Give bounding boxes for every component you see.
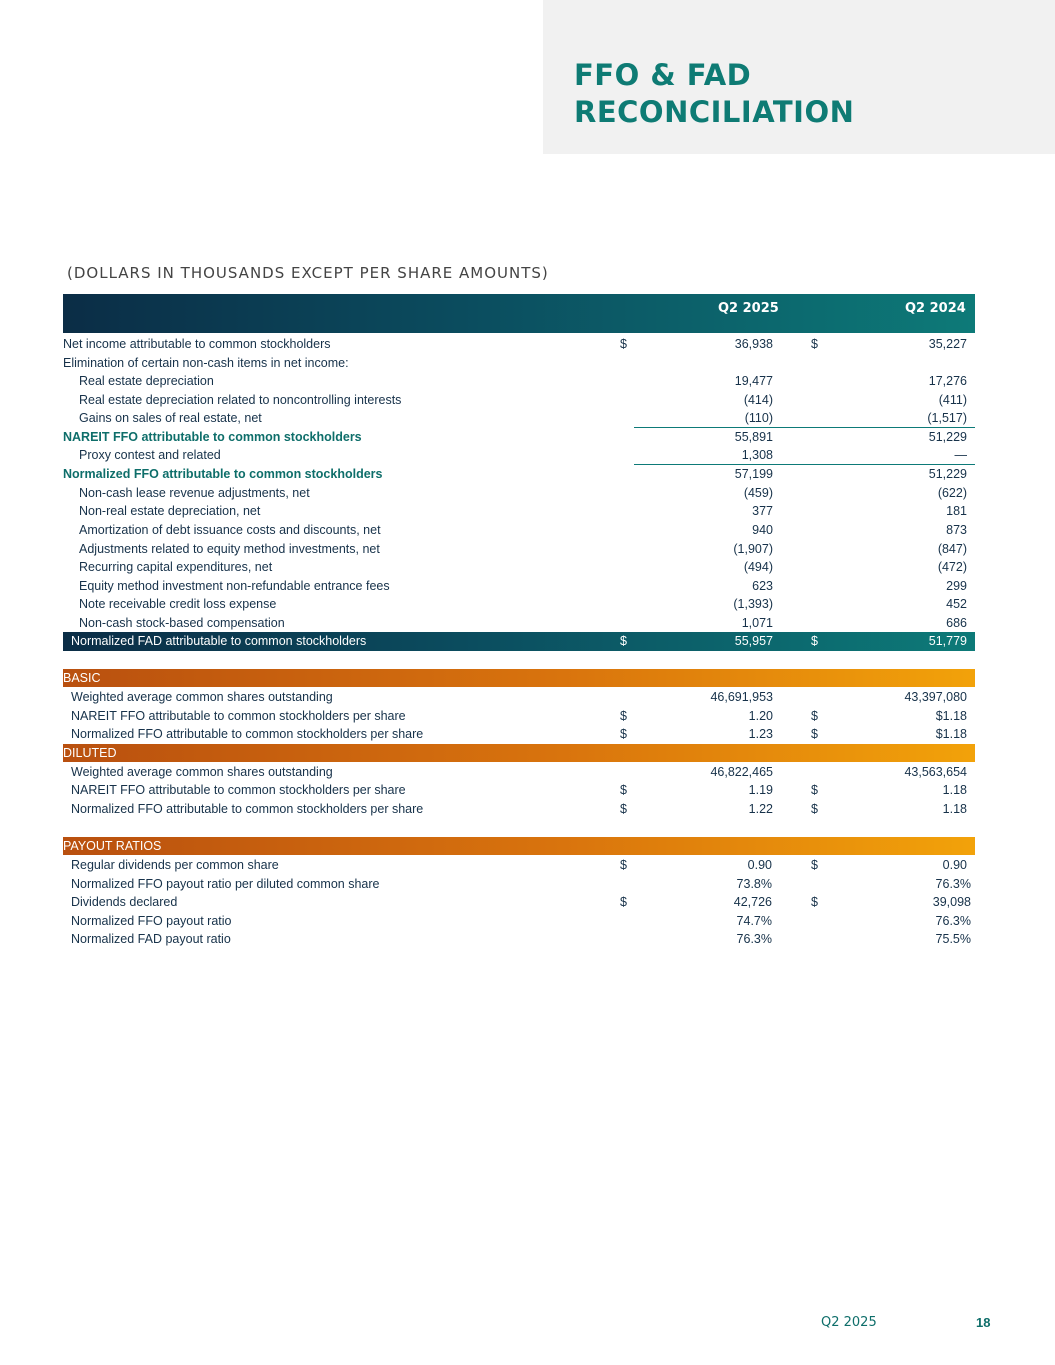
- value-q2-2024: 35,227: [928, 337, 967, 351]
- dollar-sign: $: [811, 634, 818, 648]
- page-number: 18: [976, 1315, 991, 1330]
- column-header-q2-2025: Q2 2025: [718, 301, 779, 316]
- value-q2-2024: 181: [946, 504, 967, 518]
- value-q2-2025: 1,308: [741, 448, 773, 462]
- row-label: Weighted average common shares outstanding: [71, 690, 333, 704]
- value-q2-2024: 76.3%: [935, 914, 971, 928]
- value-q2-2024: (622): [937, 486, 967, 500]
- value-q2-2024: —: [954, 448, 967, 462]
- value-q2-2025: 1.23: [748, 727, 773, 741]
- table-row: [63, 484, 975, 502]
- table-row-elimination-header: [63, 354, 975, 372]
- table-row: [63, 707, 975, 725]
- table-row: [63, 875, 975, 893]
- row-label: Equity method investment non-refundable entrance fees: [79, 579, 390, 593]
- table-row-normalized-ffo: [63, 465, 975, 483]
- value-q2-2024: 1.18: [942, 802, 967, 816]
- value-q2-2025: 940: [752, 523, 773, 537]
- row-label: Adjustments related to equity method investments, net: [79, 542, 380, 556]
- value-q2-2024: 39,098: [932, 895, 971, 909]
- value-q2-2024: 299: [946, 579, 967, 593]
- table-row: [63, 912, 975, 930]
- value-q2-2025: 46,691,953: [710, 690, 773, 704]
- table-row: [63, 521, 975, 539]
- dollar-sign: $: [620, 802, 627, 816]
- table-row: [63, 558, 975, 576]
- row-label: NAREIT FFO attributable to common stockholders per share: [71, 709, 406, 723]
- value-q2-2024: 1.18: [942, 783, 967, 797]
- table-row: [63, 930, 975, 948]
- value-q2-2024: (847): [937, 542, 967, 556]
- row-label: Dividends declared: [71, 895, 178, 909]
- value-q2-2025: 76.3%: [736, 932, 772, 946]
- dollar-sign: $: [620, 727, 627, 741]
- row-label: Normalized FAD attributable to common stockholders: [71, 634, 367, 648]
- value-q2-2025: (494): [743, 560, 773, 574]
- section-band-payout-ratios: [63, 837, 975, 855]
- column-header-q2-2024: Q2 2024: [905, 301, 966, 316]
- row-label: Amortization of debt issuance costs and discounts, net: [79, 523, 381, 537]
- value-q2-2024: 873: [946, 523, 967, 537]
- table-row: [63, 540, 975, 558]
- row-label: NAREIT FFO attributable to common stockholders per share: [71, 783, 406, 797]
- table-row: [63, 409, 975, 427]
- value-q2-2024: $1.18: [935, 709, 967, 723]
- row-label: Normalized FFO payout ratio: [71, 914, 232, 928]
- page-title-line-2: RECONCILIATION: [574, 95, 855, 129]
- value-q2-2024: 686: [946, 616, 967, 630]
- dollar-sign: $: [620, 783, 627, 797]
- value-q2-2025: 46,822,465: [710, 765, 773, 779]
- value-q2-2025: 1.22: [748, 802, 773, 816]
- table-row: [63, 800, 975, 818]
- value-q2-2025: 0.90: [747, 858, 772, 872]
- row-label: Normalized FFO attributable to common stockholders per share: [71, 802, 424, 816]
- row-label: Normalized FFO attributable to common stockholders per share: [71, 727, 424, 741]
- value-q2-2024: 51,229: [928, 430, 967, 444]
- value-q2-2025: 73.8%: [736, 877, 772, 891]
- table-row: [63, 763, 975, 781]
- table-row: [63, 446, 975, 464]
- row-label: Normalized FAD payout ratio: [71, 932, 231, 946]
- row-label: Non-cash lease revenue adjustments, net: [79, 486, 310, 500]
- value-q2-2024: (472): [937, 560, 967, 574]
- row-label: Normalized FFO attributable to common stockholders: [63, 467, 383, 481]
- value-q2-2025: (414): [743, 393, 773, 407]
- value-q2-2025: 1.20: [748, 709, 773, 723]
- table-row-nareit-ffo: [63, 428, 975, 446]
- row-label: Recurring capital expenditures, net: [79, 560, 273, 574]
- value-q2-2025: 74.7%: [736, 914, 772, 928]
- value-q2-2024: 43,563,654: [904, 765, 967, 779]
- row-label: Real estate depreciation: [79, 374, 214, 388]
- footer-period: Q2 2025: [821, 1315, 877, 1330]
- value-q2-2025: (459): [743, 486, 773, 500]
- value-q2-2024: 51,779: [928, 634, 967, 648]
- dollar-sign: $: [811, 337, 818, 351]
- section-label: BASIC: [63, 671, 101, 685]
- row-label: Normalized FFO payout ratio per diluted common share: [71, 877, 380, 891]
- table-row-net-income: [63, 335, 975, 353]
- table-row: [63, 577, 975, 595]
- value-q2-2025: 377: [752, 504, 773, 518]
- value-q2-2024: $1.18: [935, 727, 967, 741]
- page-title-line-1: FFO & FAD: [574, 58, 752, 92]
- row-label: Weighted average common shares outstanding: [71, 765, 333, 779]
- value-q2-2024: 75.5%: [935, 932, 971, 946]
- value-q2-2024: 17,276: [928, 374, 967, 388]
- dollar-sign: $: [811, 895, 818, 909]
- value-q2-2025: 42,726: [733, 895, 772, 909]
- row-label: Real estate depreciation related to noncontrolling interests: [79, 393, 402, 407]
- row-label: Proxy contest and related: [79, 448, 221, 462]
- section-label: DILUTED: [63, 746, 117, 760]
- row-label: Gains on sales of real estate, net: [79, 411, 262, 425]
- table-row: [63, 856, 975, 874]
- row-label: Net income attributable to common stockholders: [63, 337, 331, 351]
- value-q2-2024: 43,397,080: [904, 690, 967, 704]
- value-q2-2025: 19,477: [734, 374, 773, 388]
- table-row: [63, 781, 975, 799]
- row-label: Non-cash stock-based compensation: [79, 616, 285, 630]
- value-q2-2025: (1,907): [733, 542, 773, 556]
- dollar-sign: $: [620, 634, 627, 648]
- value-q2-2024: 51,229: [928, 467, 967, 481]
- table-row: [63, 372, 975, 390]
- dollar-sign: $: [620, 709, 627, 723]
- dollar-sign: $: [811, 858, 818, 872]
- table-row: [63, 614, 975, 632]
- dollar-sign: $: [811, 727, 818, 741]
- value-q2-2025: 55,957: [734, 634, 773, 648]
- value-q2-2025: 623: [752, 579, 773, 593]
- value-q2-2024: (411): [938, 393, 967, 407]
- value-q2-2025: 1,071: [741, 616, 773, 630]
- dollar-sign: $: [620, 858, 627, 872]
- table-row: [63, 595, 975, 613]
- table-row-normalized-fad: [63, 632, 975, 651]
- value-q2-2024: 452: [946, 597, 967, 611]
- dollar-sign: $: [811, 802, 818, 816]
- dollar-sign: $: [811, 783, 818, 797]
- dollar-sign: $: [620, 895, 627, 909]
- value-q2-2025: (110): [744, 411, 773, 425]
- value-q2-2024: 0.90: [942, 858, 967, 872]
- section-band-basic: [63, 669, 975, 687]
- value-q2-2024: (1,517): [927, 411, 967, 425]
- table-row: [63, 893, 975, 911]
- section-label: PAYOUT RATIOS: [63, 839, 162, 853]
- row-label: Elimination of certain non-cash items in net income:: [63, 356, 349, 370]
- table-subtitle: (DOLLARS IN THOUSANDS EXCEPT PER SHARE AMOUNTS): [67, 264, 549, 282]
- table-header-band: [63, 294, 975, 333]
- value-q2-2025: 55,891: [734, 430, 773, 444]
- table-row: [63, 688, 975, 706]
- row-label: Non-real estate depreciation, net: [79, 504, 261, 518]
- value-q2-2025: 1.19: [748, 783, 773, 797]
- row-label: NAREIT FFO attributable to common stockholders: [63, 430, 362, 444]
- table-row: [63, 725, 975, 743]
- value-q2-2025: 57,199: [734, 467, 773, 481]
- dollar-sign: $: [811, 709, 818, 723]
- table-row: [63, 502, 975, 520]
- value-q2-2024: 76.3%: [935, 877, 971, 891]
- table-row: [63, 391, 975, 409]
- value-q2-2025: 36,938: [734, 337, 773, 351]
- dollar-sign: $: [620, 337, 627, 351]
- section-band-diluted: [63, 744, 975, 762]
- row-label: Note receivable credit loss expense: [79, 597, 277, 611]
- row-label: Regular dividends per common share: [71, 858, 279, 872]
- value-q2-2025: (1,393): [733, 597, 773, 611]
